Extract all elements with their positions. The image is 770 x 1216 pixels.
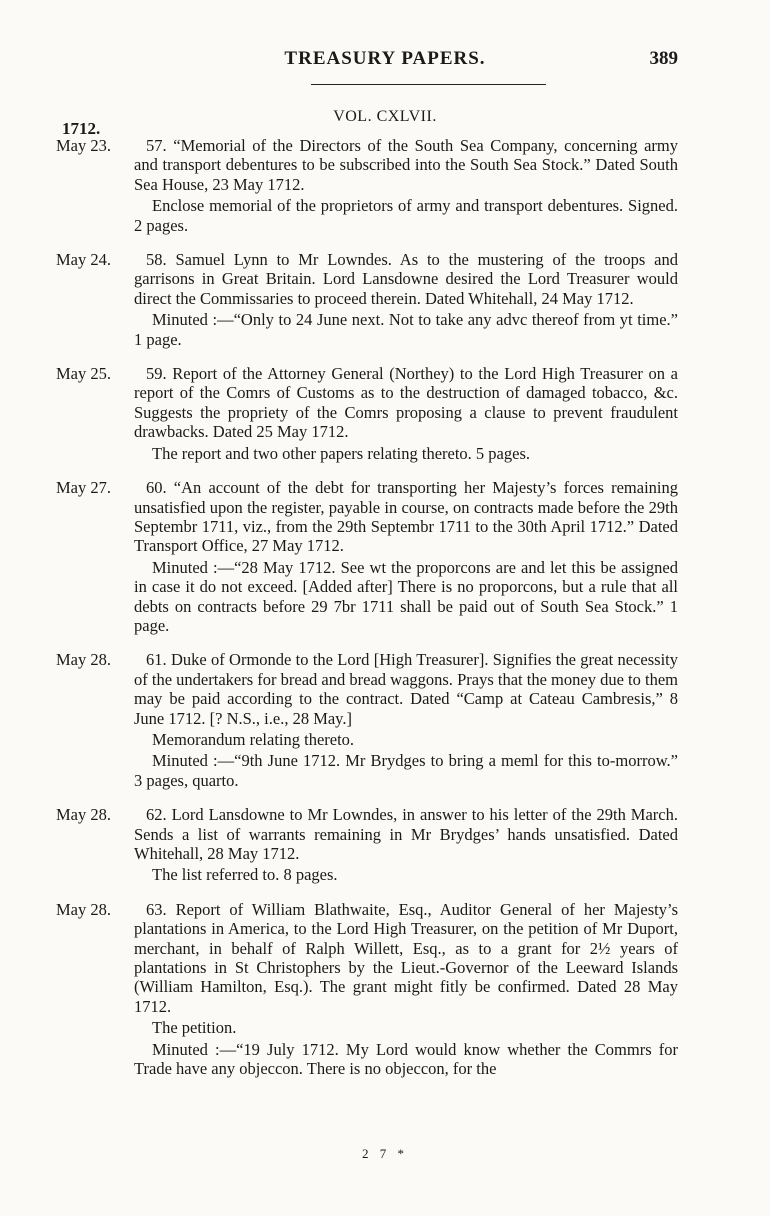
entry-note: Enclose memorial of the proprietors of army and transport debentures. Signed. 2 pages.	[134, 196, 678, 235]
calendar-entry	[0, 136, 770, 235]
calendar-entry	[0, 250, 770, 349]
entry-date: May 28.	[56, 650, 111, 670]
entry-text: 59. Report of the Attorney General (Northey) to the Lord High Treasurer on a report of the Comrs of Customs as to the destruction of damaged tobacco, &c. Suggests the propriety of the Comrs proposing a clause to prevent fraudulent drawbacks. Dated 25 May 1712.	[134, 364, 678, 442]
volume-heading: VOL. CXLVII.	[333, 108, 437, 125]
header-rule	[311, 84, 546, 85]
calendar-entry	[0, 650, 770, 790]
entry-body	[134, 805, 678, 885]
entry-text: 57. “Memorial of the Directors of the South Sea Company, concerning army and transport debentures to be subscribed into the South Sea Stock.” Dated South Sea House, 23 May 1712.	[134, 136, 678, 194]
running-header	[0, 48, 770, 88]
calendar-entries	[0, 136, 770, 1093]
entry-note: Minuted :—“19 July 1712. My Lord would know whether the Commrs for Trade have any objeccon. There is no objeccon, for the	[134, 1039, 678, 1079]
calendar-entry	[0, 478, 770, 635]
entry-note: The report and two other papers relating thereto. 5 pages.	[152, 443, 530, 463]
entry-text: 58. Samuel Lynn to Mr Lowndes. As to the mustering of the troops and garrisons in Great Britain. Lord Lansdowne desired the Lord Treasurer would direct the Commissaries to proceed therein. Dated Whitehall, 24 May 1712.	[134, 250, 678, 308]
entry-body	[134, 364, 678, 463]
entry-body	[134, 478, 678, 635]
entry-text: 61. Duke of Ormonde to the Lord [High Treasurer]. Signifies the great necessity of the undertakers for bread and bread waggons. Prays that the money due to them may be paid according to the contract. Dated “Camp at Cateau Cambresis,” 8 June 1712. [? N.S., i.e., 28 May.]	[134, 650, 678, 728]
entry-text: 63. Report of William Blathwaite, Esq., Auditor General of her Majesty’s plantations in America, to the Lord High Treasurer, on the petition of Mr Duport, merchant, in behalf of Ralph Willett, Esq., as to a grant for 2½ years of plantations in St Christophers by the Lieut.-Governor of the Leeward Islands (William Hamilton, Esq.). The grant might fitly be confirmed. Dated 28 May 1712.	[134, 899, 678, 1016]
calendar-entry	[0, 364, 770, 463]
entry-note: The petition.	[152, 1018, 237, 1038]
entry-note: Minuted :—“Only to 24 June next. Not to take any advc thereof from yt time.” 1 page.	[134, 310, 678, 349]
entry-date: May 23.	[56, 136, 111, 155]
entry-body	[134, 136, 678, 235]
entry-body	[134, 250, 678, 349]
calendar-entry	[0, 805, 770, 885]
entry-date: May 27.	[56, 478, 111, 498]
entry-note: Memorandum relating thereto.	[152, 729, 355, 749]
entry-note: Minuted :—“28 May 1712. See wt the proporcons are and let this be assigned in case it do not exceed. [Added after] There is no proporcons, but a rule that all debts on contracts before 29 7br 1711 shall be paid out of South Sea Stock.” 1 page.	[134, 557, 678, 635]
entry-body	[134, 650, 678, 790]
entry-date: May 25.	[56, 364, 111, 384]
signature-mark: 2 7 *	[362, 1146, 408, 1161]
entry-note: Minuted :—“9th June 1712. Mr Brydges to bring a meml for this to-morrow.” 3 pages, quarto.	[134, 751, 678, 790]
entry-body	[134, 900, 678, 1079]
running-title: TREASURY PAPERS.	[284, 48, 486, 69]
entry-note: The list referred to. 8 pages.	[152, 865, 338, 885]
entry-date: May 28.	[56, 899, 111, 919]
entry-date: May 24.	[56, 250, 111, 270]
entry-text: 62. Lord Lansdowne to Mr Lowndes, in answer to his letter of the 29th March. Sends a list of warrants remaining in Mr Brydges’ hands unsatisfied. Dated Whitehall, 28 May 1712.	[134, 805, 678, 863]
year-heading: 1712.	[62, 119, 101, 138]
entry-date: May 28.	[56, 805, 111, 825]
calendar-entry	[0, 900, 770, 1079]
entry-text: 60. “An account of the debt for transporting her Majesty’s forces remaining unsatisfied upon the register, payable in course, on contracts made before the 29th Septembr 1711, viz., from the 29th Septembr 1711 to the 30th April 1712.” Dated Transport Office, 27 May 1712.	[134, 478, 678, 556]
page-number: 389	[649, 48, 678, 69]
